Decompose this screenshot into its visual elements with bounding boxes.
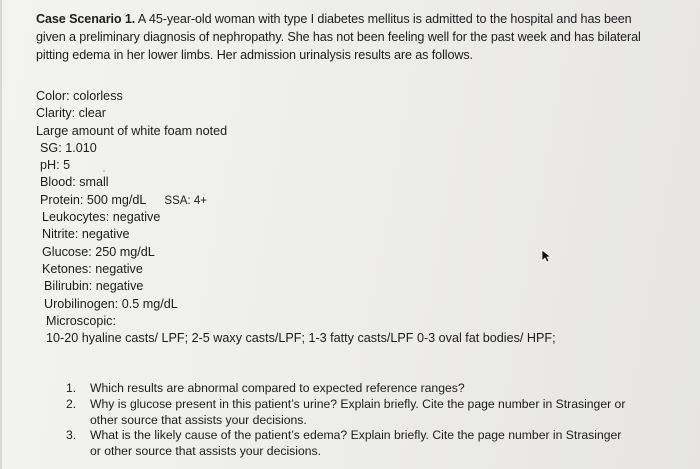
result-ssa: SSA: 4+ <box>164 194 207 207</box>
result-clarity: Clarity: clear <box>36 106 106 121</box>
question-text: What is the likely cause of the patient’s edema? Explain briefly. Cite the page number in Strasinger or other source that assists your decisions. <box>90 428 622 459</box>
question-item <box>66 397 626 429</box>
result-microscopic-findings: 10-20 hyaline casts/ LPF; 2-5 waxy casts/LPF; 1-3 fatty casts/LPF 0-3 oval fat bodies/ HPF; <box>46 331 556 346</box>
question-text: Why is glucose present in this patient’s urine? Explain briefly. Cite the page number in Strasinger or other source that assists your decisions. <box>90 396 626 427</box>
result-color: Color: colorless <box>36 89 123 103</box>
question-number: 2. <box>66 396 77 411</box>
speck-mark <box>103 170 105 172</box>
urinalysis-results <box>36 88 636 347</box>
result-leukocytes: Leukocytes: negative <box>42 210 161 225</box>
result-ketones: Ketones: negative <box>42 261 143 276</box>
question-text: Which results are abnormal compared to expected reference ranges? <box>90 381 465 395</box>
case-scenario-label: Case Scenario 1. <box>36 12 136 26</box>
result-glucose: Glucose: 250 mg/dL <box>42 244 155 259</box>
question-number: 3. <box>66 428 77 443</box>
result-sg: SG: 1.010 <box>40 140 97 155</box>
case-scenario-paragraph <box>36 10 656 64</box>
result-foam: Large amount of white foam noted <box>36 123 228 138</box>
arrow-pointer-icon <box>540 249 552 263</box>
case-scenario-text: A 45-year-old woman with type I diabetes mellitus is admitted to the hospital and has been given a preliminary diagnosis of nephropathy. She has not been feeling well for the past week and has bilateral pitting edema in her lower limbs. Her admission urinalysis results are as follows. <box>36 12 641 62</box>
question-number: 1. <box>66 381 77 395</box>
question-item <box>66 428 626 460</box>
result-microscopic-label: Microscopic: <box>46 313 116 328</box>
question-item <box>66 381 626 397</box>
result-ph: pH: 5 <box>40 158 71 173</box>
result-bilirubin: Bilirubin: negative <box>44 279 144 294</box>
question-list <box>66 381 626 460</box>
result-urobilinogen: Urobilinogen: 0.5 mg/dL <box>44 296 178 311</box>
result-blood: Blood: small <box>40 175 109 190</box>
result-nitrite: Nitrite: negative <box>42 227 130 242</box>
result-protein: Protein: 500 mg/dL <box>40 192 147 207</box>
result-protein-row <box>36 192 636 209</box>
